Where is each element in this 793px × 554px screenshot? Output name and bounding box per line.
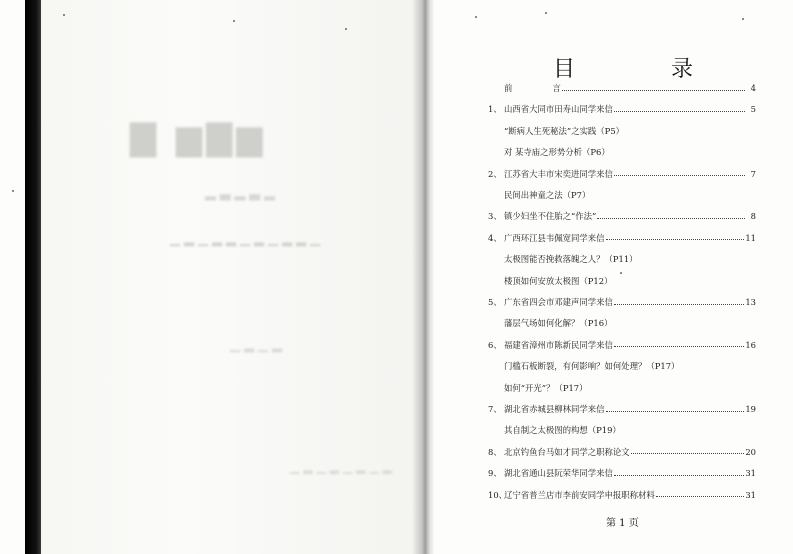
dot-leader: [606, 411, 745, 412]
toc-entry-foreword[interactable]: [488, 80, 756, 96]
dot-leader: [614, 175, 745, 176]
left-page-ghost-text: ▁▂▁▂▂▁▂▁▂▂▁: [170, 232, 324, 247]
toc-title-char: 目: [553, 57, 576, 82]
toc-entry-text: 太极图能否挽救落魄之人？（P11）: [504, 254, 638, 265]
toc-entry-number: 1、: [488, 104, 502, 115]
toc-title: [553, 52, 693, 83]
dot-leader: [656, 496, 745, 497]
dot-leader: [614, 475, 744, 476]
toc-entry-page: 5: [750, 104, 756, 115]
toc-subentry[interactable]: [488, 358, 756, 374]
toc-entry-text: 广西环江县韦佩宽同学来信: [504, 232, 605, 243]
toc-entry-text: 楼顶如何安放太极图（P12）: [504, 275, 613, 286]
toc-entry-text: 门槛石板断裂，有何影响？如何处理？（P17）: [504, 361, 680, 372]
dot-leader: [614, 111, 745, 112]
toc-entry-page: 11: [745, 232, 756, 243]
toc-entry-text: “断病人生死秘法”之实践（P5）: [504, 125, 625, 136]
toc-entry-text: 福建省漳州市陈新民同学来信: [504, 339, 613, 350]
toc-subentry[interactable]: [488, 380, 756, 396]
toc-subentry[interactable]: [488, 422, 756, 438]
toc-entry-text: 山西省大同市田寿山同学来信: [504, 104, 613, 115]
toc-subentry[interactable]: [488, 144, 756, 160]
toc-entry-text: 前 言: [504, 83, 561, 93]
page-number-footer: 第 1 页: [606, 518, 639, 529]
toc-entry[interactable]: [488, 401, 756, 417]
toc-entry-text: 其自制之太极图的构想（P19）: [504, 425, 621, 436]
toc-entry-text: 镇少妇坐不住胎之“作法”: [504, 211, 597, 222]
scan-speck: [12, 190, 14, 192]
toc-subentry[interactable]: [488, 123, 756, 139]
toc-entry[interactable]: [488, 465, 756, 481]
toc-entry-page: 13: [745, 297, 756, 307]
toc-entry-number: 7、: [488, 404, 502, 414]
toc-entry-text: 藩层气场如何化解？（P16）: [504, 318, 613, 329]
book-gutter: [412, 0, 434, 554]
toc-entry-text: 民间出神童之法（P7）: [504, 190, 591, 200]
dot-leader: [614, 304, 744, 305]
toc-entry-page: 20: [745, 446, 756, 457]
toc-title-char: 录: [670, 57, 693, 82]
toc-entry-page: 8: [750, 211, 756, 222]
dot-leader: [606, 239, 745, 240]
left-page-ghost-text: ▁▂▁▂: [230, 338, 286, 353]
dot-leader: [631, 453, 745, 454]
toc-entry-text: 江苏省大丰市宋奕进同学来信: [504, 168, 613, 179]
toc-entry[interactable]: [488, 444, 756, 460]
toc-entry[interactable]: [488, 337, 756, 353]
toc-entry-number: 5、: [488, 297, 502, 307]
left-page-ghost-text: ▁▂▁▂▁▂▁▂: [290, 460, 396, 474]
left-page-ghost-text: ▂▃▂▃▂: [205, 185, 279, 201]
toc-entry-text: 湖北省通山县阮荣华同学来信: [504, 468, 613, 479]
scan-speck: [345, 28, 347, 30]
toc-entry-number: 2、: [488, 168, 502, 179]
left-page-ghost-title: ▇ ▆▇▆: [130, 118, 267, 158]
toc-subentry[interactable]: [488, 187, 756, 203]
toc-entry-number: 10、: [488, 489, 508, 500]
toc-entry-number: 8、: [488, 446, 502, 457]
toc-entry-page: 7: [750, 168, 756, 179]
toc-entry-page: 16: [745, 339, 756, 350]
toc-entry-page: 4: [750, 83, 756, 93]
toc-entry-page: 31: [745, 468, 756, 479]
dot-leader: [614, 346, 744, 347]
toc-entry-text: 北京钓鱼台马如才同学之职称论文: [504, 446, 630, 457]
scan-edge-shadow: [25, 0, 41, 554]
toc-entry-text: 广东省四会市邓建声同学来信: [504, 297, 613, 307]
toc-subentry[interactable]: [488, 251, 756, 267]
toc-entry-text: 湖北省赤城县柳林同学来信: [504, 404, 605, 414]
toc-entry[interactable]: [488, 230, 756, 246]
toc-entry-text: 如何“开光”？（P17）: [504, 382, 588, 393]
toc-entry-number: 9、: [488, 468, 502, 479]
toc-entry-page: 19: [745, 404, 756, 414]
toc-entry-page: 31: [745, 489, 756, 500]
toc-subentry[interactable]: [488, 315, 756, 331]
toc-entry-text: 辽宁省普兰店市李前安同学申报职称材料: [504, 489, 655, 500]
toc-entry-text: 对 某寺庙之形势分析（P6）: [504, 147, 610, 158]
scan-speck: [233, 20, 235, 22]
toc-entry-number: 3、: [488, 211, 502, 222]
toc-entry[interactable]: [488, 487, 756, 503]
toc-entry[interactable]: [488, 166, 756, 182]
toc-entry[interactable]: [488, 208, 756, 224]
dot-leader: [562, 90, 745, 91]
toc-entry-number: 4、: [488, 232, 502, 243]
toc-entry[interactable]: [488, 101, 756, 117]
toc-entry[interactable]: [488, 294, 756, 310]
dot-leader: [597, 218, 745, 219]
toc-subentry[interactable]: [488, 273, 756, 289]
scan-speck: [63, 14, 65, 16]
toc-entry-number: 6、: [488, 339, 502, 350]
